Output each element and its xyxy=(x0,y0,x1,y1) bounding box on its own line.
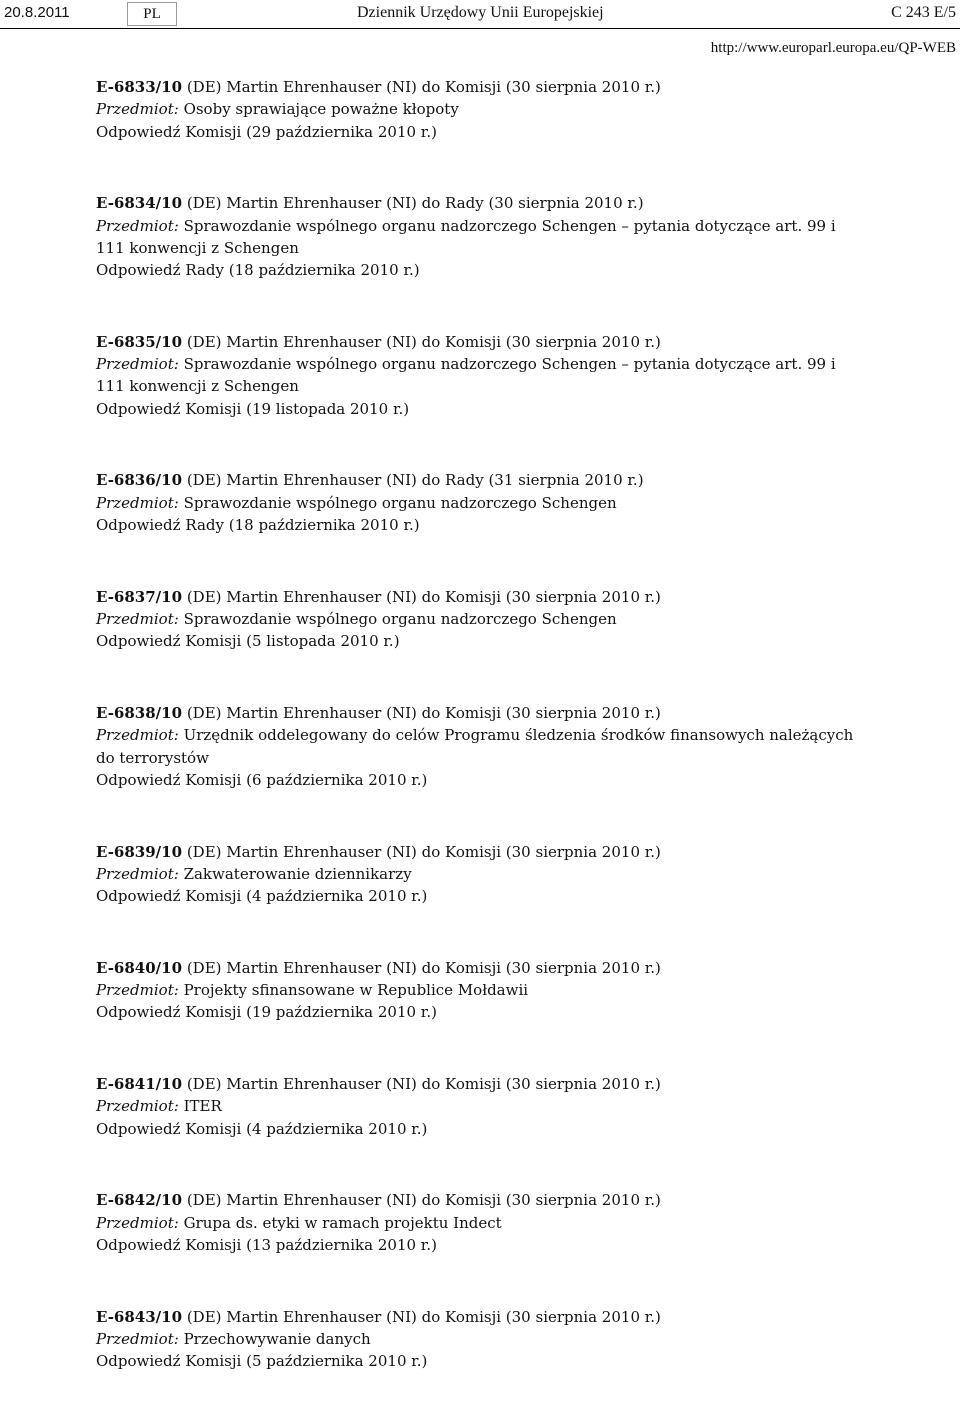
question-line xyxy=(96,841,856,863)
question-entry xyxy=(96,76,856,143)
question-line xyxy=(96,1189,856,1211)
subject-line xyxy=(96,353,856,398)
question-list xyxy=(96,76,856,1422)
subject-label: Przedmiot: xyxy=(96,610,179,629)
answer-line: Odpowiedź Rady (18 października 2010 r.) xyxy=(96,516,420,535)
subject-line xyxy=(96,98,856,120)
question-author-addressee: (DE) Martin Ehrenhauser (NI) do Komisji (30 sierpnia 2010 r.) xyxy=(186,1191,661,1210)
question-number: E-6835/10 xyxy=(96,332,183,351)
journal-title: Dziennik Urzędowy Unii Europejskiej xyxy=(357,4,604,21)
question-author-addressee: (DE) Martin Ehrenhauser (NI) do Komisji (30 sierpnia 2010 r.) xyxy=(186,1075,661,1094)
question-author-addressee: (DE) Martin Ehrenhauser (NI) do Komisji (30 sierpnia 2010 r.) xyxy=(186,958,661,977)
page-header xyxy=(0,0,960,30)
question-line xyxy=(96,76,856,98)
answer-line: Odpowiedź Komisji (5 listopada 2010 r.) xyxy=(96,632,400,651)
subject-label: Przedmiot: xyxy=(96,1330,179,1348)
subject-label: Przedmiot: xyxy=(96,100,179,119)
question-line xyxy=(96,702,856,724)
subject-text: Grupa ds. etyki w ramach projektu Indect xyxy=(183,1213,502,1232)
question-author-addressee: (DE) Martin Ehrenhauser (NI) do Komisji (30 sierpnia 2010 r.) xyxy=(186,332,661,351)
language-badge: PL xyxy=(127,2,177,26)
question-author-addressee: (DE) Martin Ehrenhauser (NI) do Komisji (30 sierpnia 2010 r.) xyxy=(186,704,661,722)
subject-text: Sprawozdanie wspólnego organu nadzorczego Schengen – pytania dotyczące art. 99 i 111 konwencji z Schengen xyxy=(96,355,836,396)
question-entry xyxy=(96,841,856,908)
question-author-addressee: (DE) Martin Ehrenhauser (NI) do Komisji (30 sierpnia 2010 r.) xyxy=(186,587,661,606)
subject-label: Przedmiot: xyxy=(96,355,179,374)
header-divider xyxy=(0,28,960,29)
answer-line: Odpowiedź Komisji (29 października 2010 r.) xyxy=(96,122,437,141)
question-number: E-6834/10 xyxy=(96,194,183,213)
subject-text: Sprawozdanie wspólnego organu nadzorczego Schengen – pytania dotyczące art. 99 i 111 konwencji z Schengen xyxy=(96,216,836,257)
subject-label: Przedmiot: xyxy=(96,493,179,512)
answer-line: Odpowiedź Komisji (19 listopada 2010 r.) xyxy=(96,399,410,418)
question-entry xyxy=(96,331,856,420)
question-line xyxy=(96,469,856,491)
question-number: E-6839/10 xyxy=(96,842,183,861)
question-author-addressee: (DE) Martin Ehrenhauser (NI) do Komisji (30 sierpnia 2010 r.) xyxy=(186,842,661,861)
subject-text: Sprawozdanie wspólnego organu nadzorczego Schengen xyxy=(183,610,617,629)
question-entry xyxy=(96,1073,856,1140)
subject-line xyxy=(96,863,856,885)
answer-line: Odpowiedź Komisji (6 października 2010 r.) xyxy=(96,770,428,789)
question-entry xyxy=(96,586,856,653)
source-url: http://www.europarl.europa.eu/QP-WEB xyxy=(710,40,956,56)
question-number: E-6833/10 xyxy=(96,78,183,96)
question-number: E-6841/10 xyxy=(96,1075,183,1094)
question-number: E-6837/10 xyxy=(96,587,183,606)
page-reference: C 243 E/5 xyxy=(891,4,956,21)
question-entry xyxy=(96,957,856,1024)
subject-text: Osoby sprawiające poważne kłopoty xyxy=(183,100,459,119)
subject-text: Przechowywanie danych xyxy=(183,1330,371,1348)
subject-text: Urzędnik oddelegowany do celów Programu śledzenia środków finansowych należących do terrorystów xyxy=(96,726,854,767)
subject-label: Przedmiot: xyxy=(96,864,179,883)
answer-line: Odpowiedź Komisji (19 października 2010 r.) xyxy=(96,1003,437,1022)
publication-date: 20.8.2011 xyxy=(4,4,70,21)
subject-label: Przedmiot: xyxy=(96,981,179,1000)
subject-line xyxy=(96,608,856,630)
answer-line: Odpowiedź Komisji (5 października 2010 r.) xyxy=(96,1352,428,1371)
subject-label: Przedmiot: xyxy=(96,216,179,235)
question-number: E-6838/10 xyxy=(96,704,183,722)
subject-label: Przedmiot: xyxy=(96,726,179,745)
question-line xyxy=(96,1306,856,1328)
question-line xyxy=(96,957,856,979)
question-author-addressee: (DE) Martin Ehrenhauser (NI) do Rady (31 sierpnia 2010 r.) xyxy=(186,471,644,490)
question-line xyxy=(96,586,856,608)
question-number: E-6843/10 xyxy=(96,1307,183,1326)
question-entry xyxy=(96,469,856,536)
subject-text: Zakwaterowanie dziennikarzy xyxy=(183,864,412,883)
answer-line: Odpowiedź Komisji (4 października 2010 r.) xyxy=(96,1119,428,1138)
subject-text: Sprawozdanie wspólnego organu nadzorczego Schengen xyxy=(183,493,617,512)
subject-line xyxy=(96,215,856,260)
question-number: E-6840/10 xyxy=(96,958,183,977)
question-number: E-6836/10 xyxy=(96,471,183,490)
subject-text: ITER xyxy=(183,1097,222,1116)
subject-label: Przedmiot: xyxy=(96,1097,179,1116)
question-entry xyxy=(96,1306,856,1373)
answer-line: Odpowiedź Komisji (13 października 2010 r.) xyxy=(96,1236,437,1255)
subject-label: Przedmiot: xyxy=(96,1213,179,1232)
subject-line xyxy=(96,1328,856,1350)
answer-line: Odpowiedź Rady (18 października 2010 r.) xyxy=(96,261,420,280)
subject-line xyxy=(96,1212,856,1234)
question-author-addressee: (DE) Martin Ehrenhauser (NI) do Komisji (30 sierpnia 2010 r.) xyxy=(186,1307,661,1326)
subject-line xyxy=(96,1095,856,1117)
question-line xyxy=(96,331,856,353)
subject-line xyxy=(96,492,856,514)
question-entry xyxy=(96,702,856,791)
subject-line xyxy=(96,724,856,769)
question-line xyxy=(96,192,856,214)
question-author-addressee: (DE) Martin Ehrenhauser (NI) do Komisji (30 sierpnia 2010 r.) xyxy=(186,78,661,96)
question-line xyxy=(96,1073,856,1095)
question-entry xyxy=(96,192,856,281)
subject-text: Projekty sfinansowane w Republice Mołdawii xyxy=(183,981,529,1000)
question-number: E-6842/10 xyxy=(96,1191,183,1210)
question-entry xyxy=(96,1189,856,1256)
answer-line: Odpowiedź Komisji (4 października 2010 r.) xyxy=(96,887,428,906)
subject-line xyxy=(96,979,856,1001)
question-author-addressee: (DE) Martin Ehrenhauser (NI) do Rady (30 sierpnia 2010 r.) xyxy=(186,194,644,213)
